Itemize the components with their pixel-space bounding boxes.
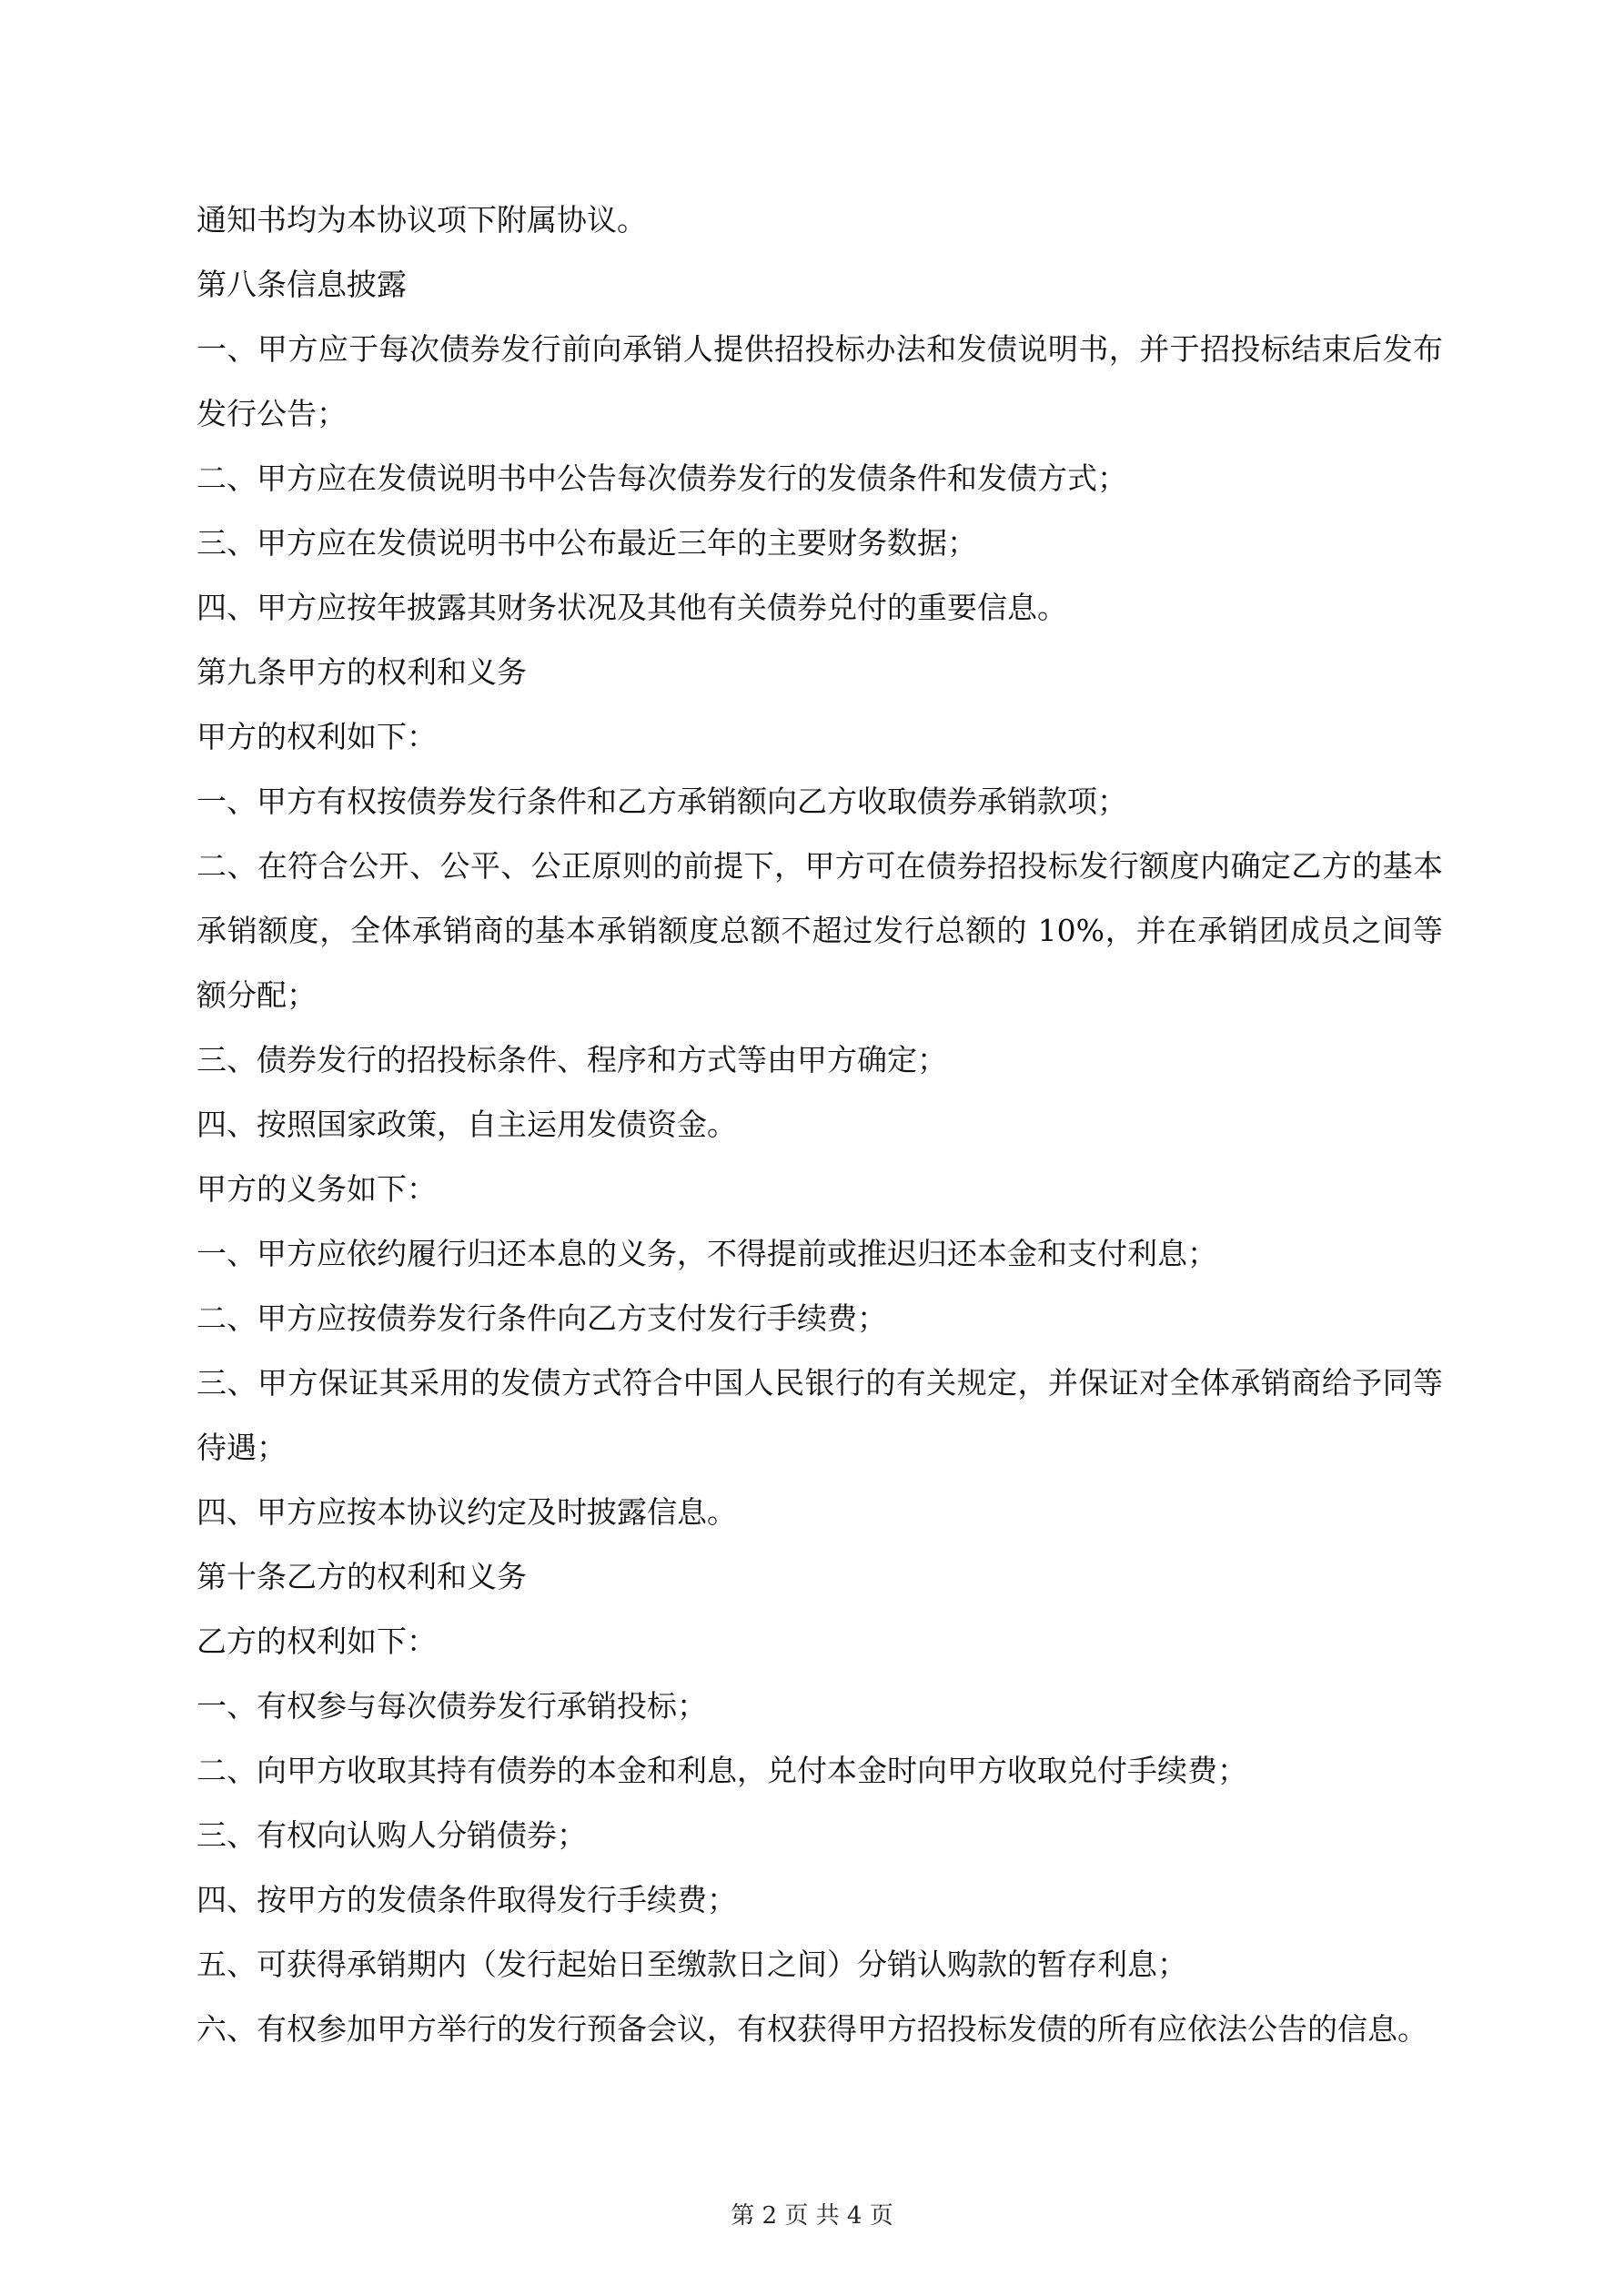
subsection-heading: 乙方的权利如下：: [197, 1623, 437, 1659]
section-heading: 第八条信息披露: [197, 267, 407, 302]
paragraph: 三、有权向认购人分销债券；: [197, 1817, 587, 1853]
paragraph: 一、甲方应于每次债券发行前向承销人提供招投标办法和发债说明书，并于招投标结束后发布发行公告；: [197, 331, 1443, 431]
paragraph: 四、按甲方的发债条件取得发行手续费；: [197, 1882, 737, 1917]
paragraph: 四、甲方应按本协议约定及时披露信息。: [197, 1494, 737, 1530]
paragraph: 二、甲方应在发债说明书中公告每次债券发行的发债条件和发债方式；: [197, 460, 1127, 496]
paragraph: 一、甲方应依约履行归还本息的义务，不得提前或推迟归还本金和支付利息；: [197, 1236, 1217, 1271]
paragraph: 三、甲方保证其采用的发债方式符合中国人民银行的有关规定，并保证对全体承销商给予同等待遇；: [197, 1365, 1443, 1465]
paragraph: 通知书均为本协议项下附属协议。: [197, 202, 647, 238]
paragraph: 四、按照国家政策，自主运用发债资金。: [197, 1107, 737, 1142]
page-number-footer: 第 2 页 共 4 页: [731, 2202, 893, 2230]
paragraph: 一、甲方有权按债券发行条件和乙方承销额向乙方收取债券承销款项；: [197, 784, 1127, 819]
paragraph: 三、债券发行的招投标条件、程序和方式等由甲方确定；: [197, 1042, 947, 1077]
section-heading: 第十条乙方的权利和义务: [197, 1559, 527, 1594]
paragraph: 二、甲方应按债券发行条件向乙方支付发行手续费；: [197, 1300, 887, 1336]
paragraph: 六、有权参加甲方举行的发行预备会议，有权获得甲方招投标发债的所有应依法公告的信息。: [197, 2011, 1427, 2047]
paragraph: 四、甲方应按年披露其财务状况及其他有关债券兑付的重要信息。: [197, 590, 1067, 625]
subsection-heading: 甲方的权利如下：: [197, 719, 437, 754]
paragraph: 五、可获得承销期内（发行起始日至缴款日之间）分销认购款的暂存利息；: [197, 1947, 1187, 1982]
paragraph: 三、甲方应在发债说明书中公布最近三年的主要财务数据；: [197, 525, 977, 561]
paragraph: 一、有权参与每次债券发行承销投标；: [197, 1688, 707, 1724]
paragraph: 二、向甲方收取其持有债券的本金和利息，兑付本金时向甲方收取兑付手续费；: [197, 1753, 1247, 1788]
document-body: [197, 187, 1443, 2061]
subsection-heading: 甲方的义务如下：: [197, 1171, 437, 1207]
section-heading: 第九条甲方的权利和义务: [197, 654, 527, 690]
paragraph: 二、在符合公开、公平、公正原则的前提下，甲方可在债券招投标发行额度内确定乙方的基本承销额度，全体承销商的基本承销额度总额不超过发行总额的 10%，并在承销团成员之间等额分配；: [197, 848, 1443, 1013]
